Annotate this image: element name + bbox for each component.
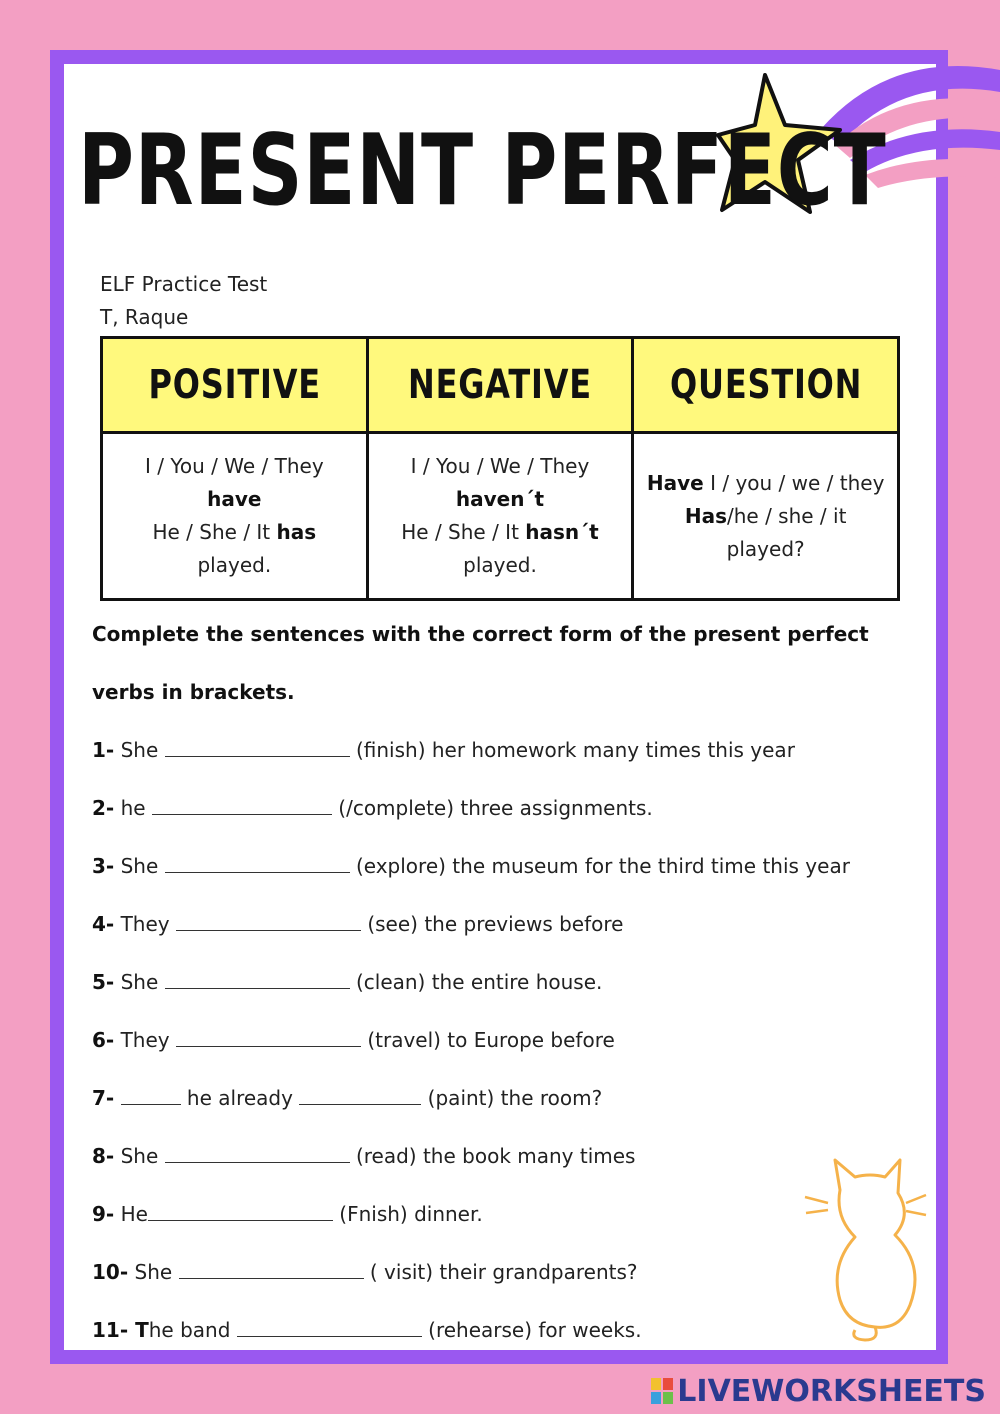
answer-blank[interactable] bbox=[176, 914, 361, 931]
cell-positive: I / You / We / They have He / She / It has played. bbox=[102, 433, 368, 600]
exercise-item: 1- She (finish) her homework many times this year bbox=[92, 738, 795, 762]
exercise-item: 2- he (/complete) three assignments. bbox=[92, 796, 653, 820]
exercise-item: 3- She (explore) the museum for the third time this year bbox=[92, 854, 850, 878]
exercise-item: 11- The band (rehearse) for weeks. bbox=[92, 1318, 642, 1342]
exercise-item: 9- He (Fnish) dinner. bbox=[92, 1202, 483, 1226]
header-positive: POSITIVE bbox=[102, 338, 368, 433]
answer-blank[interactable] bbox=[121, 1088, 181, 1105]
liveworksheets-logo: LIVEWORKSHEETS bbox=[651, 1374, 986, 1409]
header-negative: NEGATIVE bbox=[367, 338, 633, 433]
answer-blank[interactable] bbox=[165, 740, 350, 757]
answer-blank[interactable] bbox=[165, 972, 350, 989]
cat-icon bbox=[800, 1155, 930, 1345]
answer-blank[interactable] bbox=[237, 1320, 422, 1337]
exercise-item: 8- She (read) the book many times bbox=[92, 1144, 636, 1168]
cell-question: Have I / you / we / they Has/he / she / it played? bbox=[633, 433, 899, 600]
instructions-line-2: verbs in brackets. bbox=[92, 680, 295, 704]
answer-blank[interactable] bbox=[176, 1030, 361, 1047]
answer-blank[interactable] bbox=[299, 1088, 421, 1105]
test-name: ELF Practice Test bbox=[100, 272, 268, 296]
exercise-item: 6- They (travel) to Europe before bbox=[92, 1028, 615, 1052]
teacher-name: T, Raque bbox=[100, 305, 189, 329]
answer-blank[interactable] bbox=[148, 1204, 333, 1221]
exercise-item: 10- She ( visit) their grandparents? bbox=[92, 1260, 638, 1284]
answer-blank[interactable] bbox=[179, 1262, 364, 1279]
grammar-table bbox=[100, 336, 900, 601]
answer-blank[interactable] bbox=[165, 1146, 350, 1163]
instructions-line-1: Complete the sentences with the correct form of the present perfect bbox=[92, 622, 869, 646]
exercise-item: 7- he already (paint) the room? bbox=[92, 1086, 603, 1110]
answer-blank[interactable] bbox=[165, 856, 350, 873]
page-title: PRESENT PERFECT bbox=[78, 114, 887, 228]
answer-blank[interactable] bbox=[152, 798, 332, 815]
exercise-item: 4- They (see) the previews before bbox=[92, 912, 624, 936]
header-question: QUESTION bbox=[633, 338, 899, 433]
exercise-item: 5- She (clean) the entire house. bbox=[92, 970, 603, 994]
logo-icon bbox=[651, 1378, 675, 1404]
cell-negative: I / You / We / They haven´t He / She / It hasn´t played. bbox=[367, 433, 633, 600]
